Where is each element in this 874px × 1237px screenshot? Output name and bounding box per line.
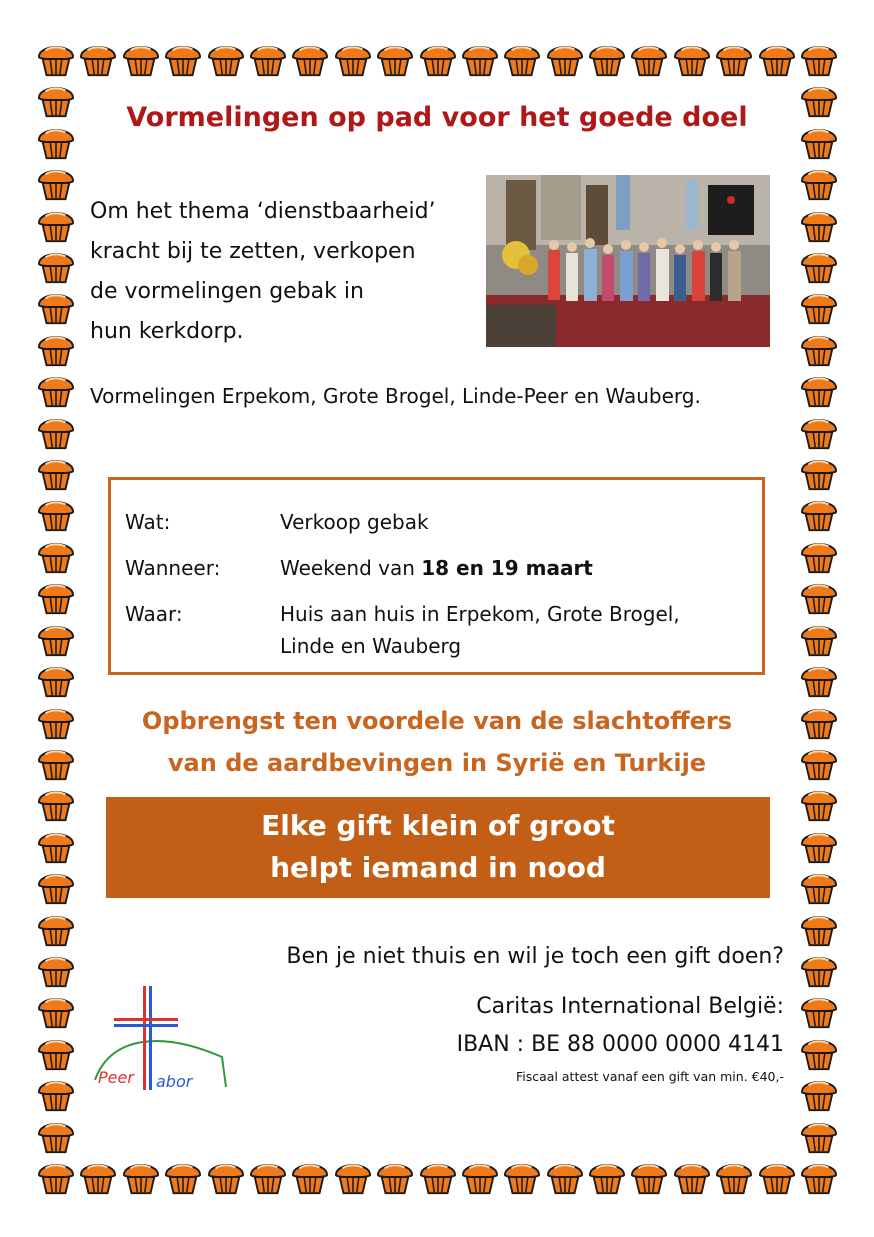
muffin-icon <box>37 992 75 1030</box>
muffin-icon <box>334 40 372 78</box>
muffin-icon <box>376 1158 414 1196</box>
muffin-icon <box>800 40 838 78</box>
muffin-icon <box>79 1158 117 1196</box>
muffin-icon <box>207 1158 245 1196</box>
muffin-icon <box>800 288 838 326</box>
muffin-icon <box>37 537 75 575</box>
when-prefix: Weekend van <box>280 556 422 580</box>
muffin-icon <box>673 1158 711 1196</box>
muffin-icon <box>37 578 75 616</box>
muffin-icon <box>376 40 414 78</box>
banner-line: helpt iemand in nood <box>270 851 606 884</box>
muffin-icon <box>249 40 287 78</box>
muffin-icon <box>800 454 838 492</box>
muffin-icon <box>164 40 202 78</box>
proceeds-line: van de aardbevingen in Syrië en Turkije <box>167 749 707 777</box>
muffin-icon <box>79 40 117 78</box>
intro-line: kracht bij te zetten, verkopen <box>90 239 416 264</box>
logo-word-peer: Peer <box>98 1068 134 1087</box>
muffin-icon <box>37 785 75 823</box>
logo-word-abor: abor <box>156 1072 193 1091</box>
muffin-icon <box>503 40 541 78</box>
muffin-icon <box>800 247 838 285</box>
muffin-icon <box>715 1158 753 1196</box>
muffin-icon <box>461 1158 499 1196</box>
muffin-icon <box>334 1158 372 1196</box>
muffin-icon <box>37 123 75 161</box>
intro-line: Om het thema ‘dienstbaarheid’ <box>90 199 436 224</box>
muffin-icon <box>588 40 626 78</box>
muffin-icon <box>164 1158 202 1196</box>
intro-paragraph <box>90 192 480 352</box>
muffin-icon <box>630 1158 668 1196</box>
muffin-icon <box>800 661 838 699</box>
muffin-icon <box>37 164 75 202</box>
muffin-icon <box>800 413 838 451</box>
muffin-icon <box>37 40 75 78</box>
what-value: Verkoop gebak <box>280 510 429 534</box>
where-label: Waar: <box>125 602 183 626</box>
where-line: Huis aan huis in Erpekom, Grote Brogel, <box>280 602 680 626</box>
info-box <box>108 477 765 675</box>
muffin-icon <box>37 868 75 906</box>
parishes-text: Vormelingen Erpekom, Grote Brogel, Linde-Peer en Wauberg. <box>90 384 701 408</box>
muffin-icon <box>758 40 796 78</box>
where-value <box>280 598 750 662</box>
muffin-icon <box>37 247 75 285</box>
muffin-icon <box>37 454 75 492</box>
muffin-icon <box>37 288 75 326</box>
what-label: Wat: <box>125 510 171 534</box>
muffin-icon <box>37 206 75 244</box>
peer-tabor-logo <box>90 982 235 1094</box>
proceeds-heading <box>80 700 794 784</box>
muffin-icon <box>37 827 75 865</box>
muffin-icon <box>291 40 329 78</box>
muffin-icon <box>37 661 75 699</box>
muffin-icon <box>122 1158 160 1196</box>
muffin-icon <box>503 1158 541 1196</box>
muffin-icon <box>800 330 838 368</box>
intro-line: de vormelingen gebak in <box>90 279 364 304</box>
muffin-icon <box>546 40 584 78</box>
muffin-icon <box>800 1075 838 1113</box>
muffin-icon <box>37 1075 75 1113</box>
muffin-icon <box>800 537 838 575</box>
muffin-icon <box>588 1158 626 1196</box>
organization-name: Caritas International België: <box>476 994 784 1019</box>
when-label: Wanneer: <box>125 556 221 580</box>
muffin-icon <box>37 413 75 451</box>
muffin-icon <box>800 206 838 244</box>
muffin-icon <box>37 910 75 948</box>
muffin-icon <box>37 495 75 533</box>
muffin-icon <box>630 40 668 78</box>
fiscal-note: Fiscaal attest vanaf een gift van min. €40,- <box>515 1069 784 1084</box>
muffin-icon <box>800 827 838 865</box>
muffin-icon <box>800 744 838 782</box>
muffin-icon <box>37 1034 75 1072</box>
muffin-icon <box>800 951 838 989</box>
muffin-icon <box>37 951 75 989</box>
muffin-icon <box>800 868 838 906</box>
muffin-icon <box>800 620 838 658</box>
muffin-icon <box>800 371 838 409</box>
muffin-icon <box>800 703 838 741</box>
muffin-icon <box>800 495 838 533</box>
muffin-icon <box>37 744 75 782</box>
when-value <box>280 552 750 584</box>
where-line: Linde en Wauberg <box>280 634 462 658</box>
muffin-icon <box>673 40 711 78</box>
muffin-icon <box>37 81 75 119</box>
muffin-icon <box>800 785 838 823</box>
muffin-icon <box>800 992 838 1030</box>
when-dates: 18 en 19 maart <box>421 556 593 580</box>
muffin-icon <box>800 123 838 161</box>
muffin-icon <box>800 1117 838 1155</box>
muffin-icon <box>800 1034 838 1072</box>
muffin-icon <box>37 1158 75 1196</box>
muffin-icon <box>249 1158 287 1196</box>
muffin-icon <box>419 1158 457 1196</box>
muffin-icon <box>800 164 838 202</box>
muffin-icon <box>37 330 75 368</box>
page-title: Vormelingen op pad voor het goede doel <box>126 102 748 133</box>
gift-banner <box>106 797 770 898</box>
muffin-icon <box>800 1158 838 1196</box>
muffin-icon <box>37 1117 75 1155</box>
muffin-icon <box>800 578 838 616</box>
muffin-icon <box>715 40 753 78</box>
muffin-icon <box>37 620 75 658</box>
muffin-icon <box>800 910 838 948</box>
muffin-icon <box>758 1158 796 1196</box>
muffin-icon <box>37 371 75 409</box>
donation-question: Ben je niet thuis en wil je toch een gift doen? <box>286 944 784 969</box>
muffin-icon <box>291 1158 329 1196</box>
proceeds-line: Opbrengst ten voordele van de slachtoffers <box>141 707 733 735</box>
muffin-icon <box>122 40 160 78</box>
muffin-icon <box>800 81 838 119</box>
banner-line: Elke gift klein of groot <box>261 809 615 842</box>
church-photo <box>486 175 770 347</box>
muffin-icon <box>207 40 245 78</box>
muffin-icon <box>419 40 457 78</box>
iban-number: IBAN : BE 88 0000 0000 4141 <box>456 1032 784 1057</box>
muffin-icon <box>37 703 75 741</box>
intro-line: hun kerkdorp. <box>90 319 244 344</box>
muffin-icon <box>546 1158 584 1196</box>
muffin-icon <box>461 40 499 78</box>
